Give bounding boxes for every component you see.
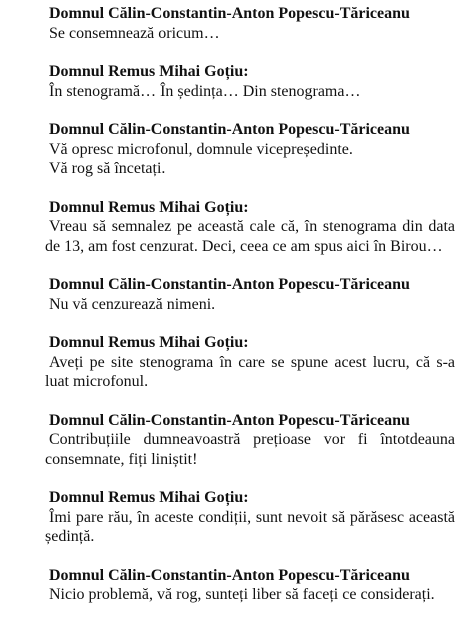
transcript-entry [45, 4, 455, 43]
speech-paragraph: Vreau să semnalez pe această cale că, în stenograma din data de 13, am fost cenzurat. Deci, ceea ce am spus aici în Birou… [45, 218, 455, 255]
speaker-name: Domnul Călin-Constantin-Anton Popescu-Tăriceanu [49, 121, 410, 138]
transcript-entry [45, 62, 455, 101]
transcript-entry [45, 333, 455, 392]
speech-line: Vă rog să încetați. [49, 160, 166, 177]
transcript-entry [45, 120, 455, 179]
speaker-name: Domnul Călin-Constantin-Anton Popescu-Tăriceanu [49, 566, 410, 584]
speaker-name: Domnul Remus Mihai Goțiu: [49, 63, 249, 80]
speech-line: Se consemnează oricum… [49, 24, 220, 42]
speech-line: Vă opresc microfonul, domnule vicepreședinte. [49, 140, 353, 158]
speaker-name: Domnul Remus Mihai Goțiu: [49, 334, 249, 351]
transcript-entry [45, 198, 455, 257]
speaker-name: Domnul Remus Mihai Goțiu: [49, 198, 249, 216]
speaker-name: Domnul Călin-Constantin-Anton Popescu-Tăriceanu [49, 5, 410, 22]
speech-line: Nu vă cenzurează nimeni. [49, 295, 216, 313]
speech-paragraph: Contribuțiile dumneavoastră prețioase vor fi întotdeauna consemnate, fiți liniștit! [45, 431, 455, 468]
transcript-entry [45, 411, 455, 470]
transcript-entry [45, 488, 455, 547]
speech-line: Nicio problemă, vă rog, sunteți liber să faceți ce considerați. [49, 586, 435, 603]
speaker-name: Domnul Călin-Constantin-Anton Popescu-Tăriceanu [49, 411, 410, 429]
speech-paragraph: Îmi pare rău, în aceste condiții, sunt nevoit să părăsesc această ședință. [45, 508, 455, 545]
speech-line: În stenogramă… În ședința… Din stenograma… [49, 82, 361, 100]
speech-paragraph: Aveți pe site stenograma în care se spune acest lucru, că s-a luat microfonul. [45, 353, 455, 390]
speaker-name: Domnul Remus Mihai Goțiu: [49, 489, 249, 506]
transcript-entry [45, 566, 455, 605]
speaker-name: Domnul Călin-Constantin-Anton Popescu-Tăriceanu [49, 276, 410, 293]
transcript [45, 4, 455, 624]
transcript-entry [45, 275, 455, 314]
